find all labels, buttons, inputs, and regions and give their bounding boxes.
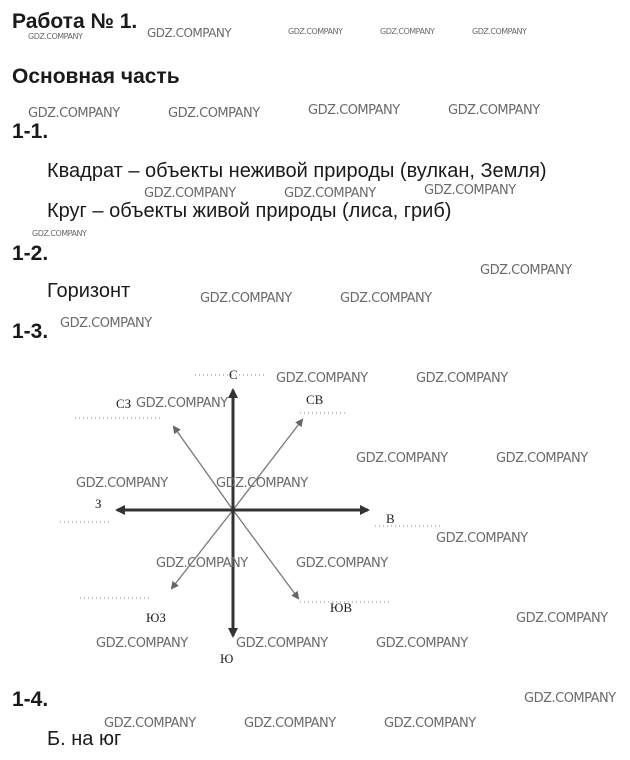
watermark: GDZ.COMPANY xyxy=(96,636,188,651)
watermark: GDZ.COMPANY xyxy=(380,27,435,36)
watermark: GDZ.COMPANY xyxy=(472,27,527,36)
watermark: GDZ.COMPANY xyxy=(296,556,388,571)
watermark: GDZ.COMPANY xyxy=(416,371,508,386)
watermark: GDZ.COMPANY xyxy=(288,27,343,36)
answer-circle: Круг – объекты живой природы (лиса, гриб) xyxy=(47,200,452,222)
label-southeast: ЮВ xyxy=(330,600,353,615)
task-number-1-2: 1-2. xyxy=(12,242,49,265)
watermark: GDZ.COMPANY xyxy=(168,106,260,121)
label-northwest: СЗ xyxy=(116,396,132,411)
compass-rose-diagram xyxy=(0,355,630,675)
answer-horizon: Горизонт xyxy=(47,280,131,302)
watermark: GDZ.COMPANY xyxy=(384,716,476,731)
arrow-northwest xyxy=(174,427,233,510)
page-title: Работа № 1. xyxy=(12,10,138,33)
watermark: GDZ.COMPANY xyxy=(236,636,328,651)
watermark: GDZ.COMPANY xyxy=(200,291,292,306)
watermark: GDZ.COMPANY xyxy=(516,611,608,626)
answer-south: Б. на юг xyxy=(47,728,122,750)
arrow-southeast xyxy=(233,510,298,598)
watermark: GDZ.COMPANY xyxy=(147,26,232,40)
watermark: GDZ.COMPANY xyxy=(524,691,616,706)
watermark: GDZ.COMPANY xyxy=(496,451,588,466)
arrow-northeast xyxy=(233,420,302,510)
watermark: GDZ.COMPANY xyxy=(244,716,336,731)
watermark: GDZ.COMPANY xyxy=(480,263,572,278)
watermark: GDZ.COMPANY xyxy=(424,183,516,198)
label-southwest: ЮЗ xyxy=(146,610,166,625)
watermark: GDZ.COMPANY xyxy=(136,396,228,411)
watermark: GDZ.COMPANY xyxy=(376,636,468,651)
watermark: GDZ.COMPANY xyxy=(216,476,308,491)
watermark: GDZ.COMPANY xyxy=(156,556,248,571)
watermark: GDZ.COMPANY xyxy=(28,106,120,121)
watermark: GDZ.COMPANY xyxy=(448,103,540,118)
watermark: GDZ.COMPANY xyxy=(104,716,196,731)
label-south: Ю xyxy=(220,651,234,666)
watermark: GDZ.COMPANY xyxy=(28,32,83,41)
label-east: В xyxy=(386,511,395,526)
watermark: GDZ.COMPANY xyxy=(308,103,400,118)
watermark: GDZ.COMPANY xyxy=(144,186,236,201)
watermark: GDZ.COMPANY xyxy=(76,476,168,491)
watermark: GDZ.COMPANY xyxy=(276,371,368,386)
arrow-southwest xyxy=(172,510,233,588)
task-number-1-4: 1-4. xyxy=(12,688,49,711)
watermark: GDZ.COMPANY xyxy=(60,316,152,331)
watermark: GDZ.COMPANY xyxy=(356,451,448,466)
label-north: С xyxy=(229,367,238,382)
answer-square: Квадрат – объекты неживой природы (вулкан, Земля) xyxy=(47,160,547,182)
label-west: З xyxy=(95,496,102,511)
watermark: GDZ.COMPANY xyxy=(436,531,528,546)
watermark: GDZ.COMPANY xyxy=(284,186,376,201)
task-number-1-3: 1-3. xyxy=(12,320,49,343)
watermark: GDZ.COMPANY xyxy=(32,229,87,238)
label-northeast: СВ xyxy=(306,392,324,407)
section-heading: Основная часть xyxy=(12,65,180,88)
task-number-1-1: 1-1. xyxy=(12,120,49,143)
watermark: GDZ.COMPANY xyxy=(340,291,432,306)
